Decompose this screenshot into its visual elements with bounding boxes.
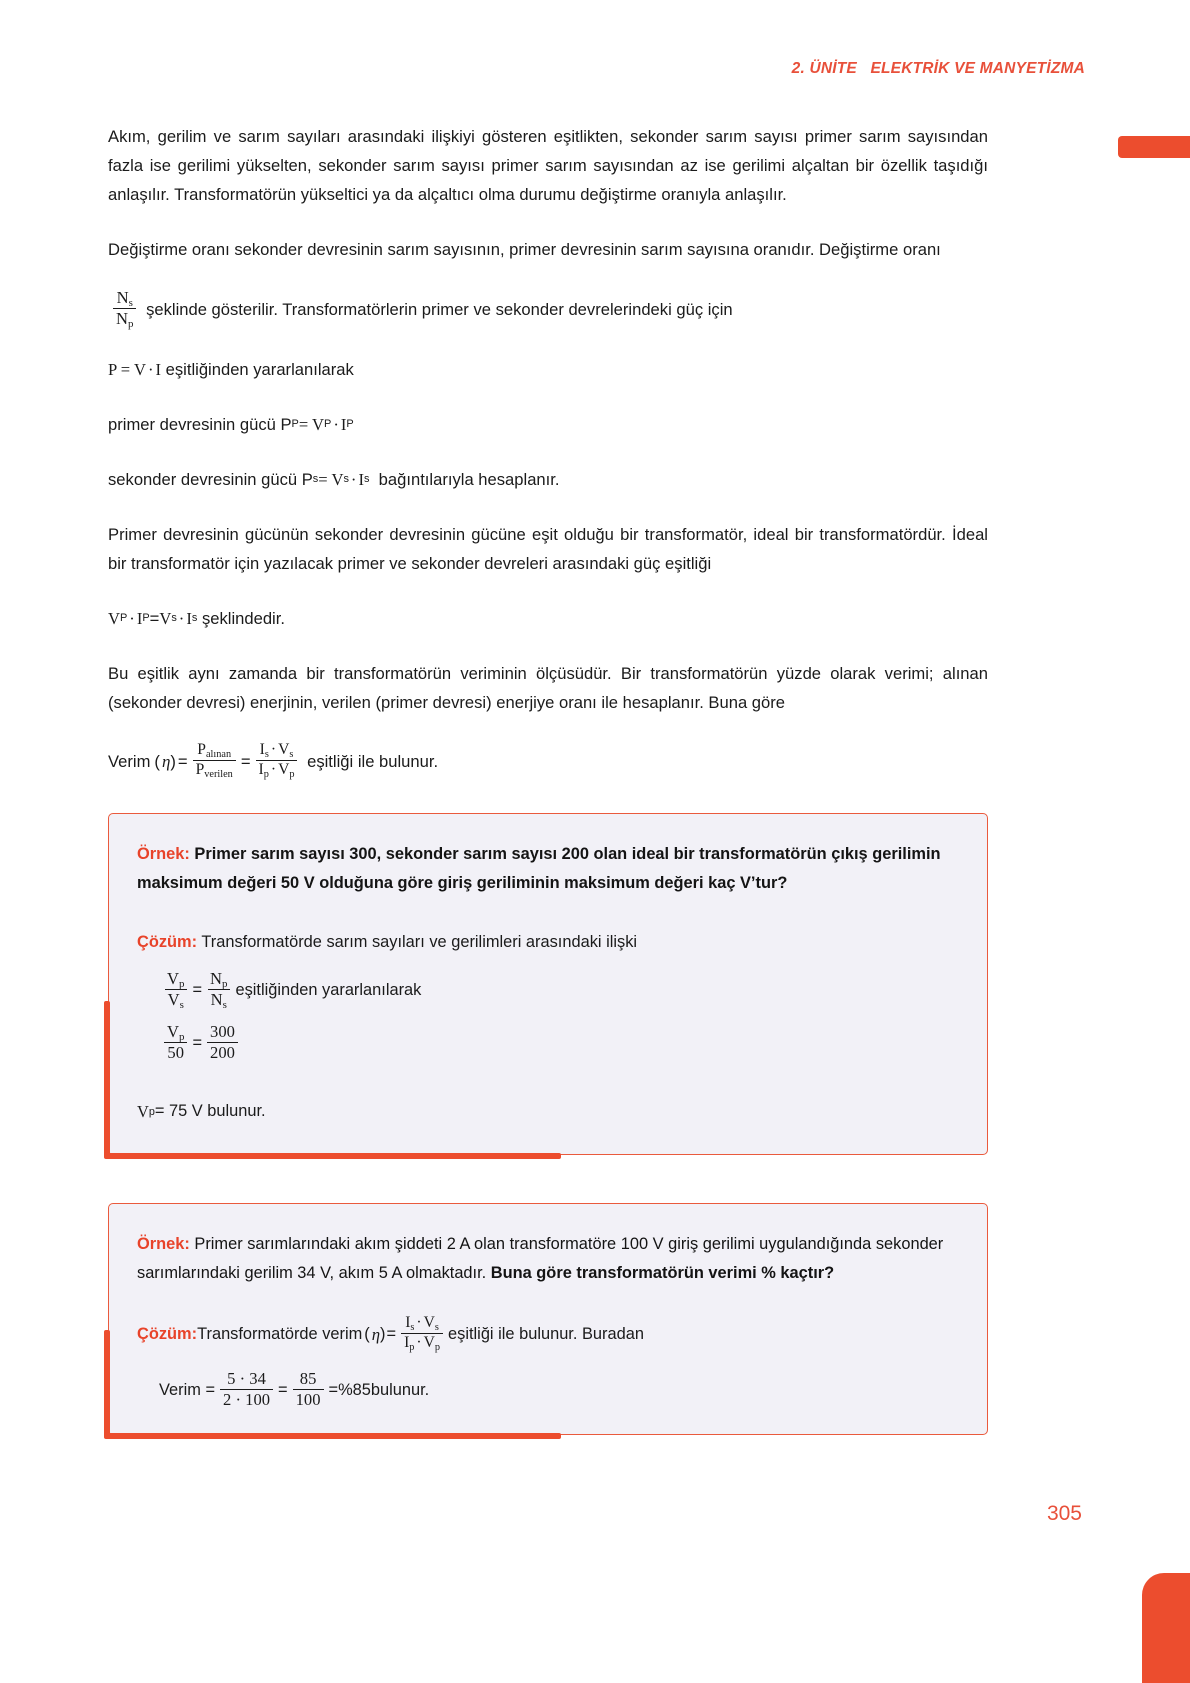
frac-den-v-sub: p [434, 1341, 441, 1353]
frac-den-i: I [404, 1333, 410, 1351]
example-1-result: V p = 75 V bulunur. [137, 1097, 959, 1126]
example-1-question [137, 840, 959, 898]
solution-intro-text: Transformatörde sarım sayıları ve gerilimleri arasındaki ilişki [197, 933, 638, 952]
frac-num-i-sub: s [410, 1321, 415, 1333]
ideal-i2: I [186, 608, 192, 628]
fraction-534-2100 [220, 1370, 273, 1409]
multiplication-dot-icon: · [416, 1333, 422, 1351]
example-1-question-text: Primer sarım sayısı 300, sekonder sarım sayısı 200 olan ideal bir transformatörün çıkış gerilimin maksimum değeri 50 V olduğuna göre giriş geriliminin maksimum değeri kaç V’tur? [137, 845, 941, 893]
equation-efficiency: Verim ( η ) = $\frac{P_{alınan}}{P_{verilen}}$ = $\frac{I_s \cdot V_s}{I_p \cdot V_p}$ eşitliği ile bulunur. [108, 740, 439, 780]
example-label: Örnek: [137, 1235, 190, 1254]
paragraph-4: Bu eşitlik aynı zamanda bir transformatörün veriminin ölçüsüdür. Bir transformatörün yüzde olarak verimi; alınan (sekonder devresi) enerjinin, verilen (primer devresi) enerjiye oranı ile hesaplanır. Buna göre [108, 663, 988, 712]
equation-primary-power: primer devresinin gücü P P = V P · I P [108, 410, 988, 439]
secondary-lead: sekonder devresinin gücü P [108, 469, 313, 489]
example-1-eq1-equals: = [192, 981, 203, 1000]
frac-num-v: V [423, 1314, 435, 1332]
eta-symbol: η [371, 1324, 381, 1344]
result-symbol: V [137, 1102, 149, 1122]
example-1-eq1-tail: eşitliğinden yararlanılarak [235, 981, 422, 1000]
ideal-v1: V [108, 608, 120, 628]
frac-num: N [210, 969, 223, 989]
multiplication-dot-icon: · [178, 608, 185, 628]
fraction-ns-np [113, 289, 136, 328]
equation-power-rhs: I [155, 359, 162, 379]
multiplication-dot-icon: · [333, 414, 339, 434]
example-1-equation-1 [137, 971, 959, 1010]
frac-num: V [167, 1022, 179, 1042]
frac-den-sub: s [222, 999, 227, 1012]
efficiency-eq2: = [240, 751, 251, 771]
frac-den-v-sub: p [289, 768, 295, 780]
frac-num-sub: p [178, 978, 185, 991]
fraction-300-200 [207, 1023, 238, 1062]
frac-num-i: I [405, 1314, 411, 1332]
ideal-eq: = [149, 608, 160, 628]
accent-bar-bottom [104, 1433, 561, 1439]
fraction-vp-50 [164, 1023, 187, 1062]
verim-equals-1: = [278, 1380, 288, 1399]
frac-den: N [210, 990, 223, 1010]
multiplication-dot-icon: · [416, 1314, 422, 1332]
secondary-i: I [358, 469, 364, 489]
equation-power-lhs: P = V [108, 359, 146, 379]
example-2-question [137, 1230, 959, 1288]
frac-num: 85 [299, 1368, 317, 1388]
example-2-result [137, 1368, 959, 1410]
fraction-np-ns [207, 969, 230, 1012]
multiplication-dot-icon: · [147, 359, 154, 379]
secondary-tail: bağıntılarıyla hesaplanır. [369, 469, 560, 489]
multiplication-dot-icon: · [270, 740, 277, 758]
frac-den-i: I [258, 760, 264, 778]
frac-num-i: I [259, 740, 265, 758]
secondary-eq: = V [318, 469, 344, 489]
verim-result-value: %85 [338, 1380, 371, 1399]
example-1-solution-intro [137, 928, 959, 957]
frac-den: V [167, 990, 180, 1010]
frac-num-sub: p [222, 978, 228, 991]
example-2-equals: = [386, 1324, 397, 1343]
frac-den: 2 · 100 [220, 1389, 273, 1409]
example-1-eq2-equals: = [192, 1034, 203, 1053]
example-2-question-text: Primer sarımlarındaki akım şiddeti 2 A olan transformatöre 100 V giriş gerilimi uygulandığında sekonder sarımlarındaki gerilim 34 V, akım 5 A olmaktadır. [137, 1235, 944, 1283]
frac-num: 300 [210, 1022, 235, 1042]
equation-ratio-tail: şeklinde gösterilir. Transformatörlerin primer ve sekonder devrelerindeki güç için [141, 299, 733, 319]
page-number: 305 [1046, 1502, 1082, 1525]
multiplication-dot-icon: · [350, 469, 357, 489]
frac-den-i-sub: p [409, 1341, 415, 1353]
frac-num-v-sub: s [434, 1321, 439, 1333]
solution-label: Çözüm: [137, 1324, 198, 1343]
ideal-i1: I [136, 608, 143, 628]
page-content [108, 122, 988, 1473]
equation-ratio [108, 290, 988, 329]
fraction-isvs-ipvp [401, 1315, 443, 1352]
example-2-question-bold: Buna göre transformatörün verimi % kaçtır? [490, 1264, 835, 1283]
frac-num: V [167, 969, 179, 989]
efficiency-eq1: = [177, 751, 188, 771]
frac-num: N [116, 288, 129, 307]
paragraph-2: Değiştirme oranı sekonder devresinin sarım sayısının, primer devresinin sarım sayısına oranıdır. Değiştirme oranı [108, 240, 941, 259]
frac-den: 50 [164, 1042, 187, 1062]
equation-secondary-power: sekonder devresinin gücü P s = V s · I s bağıntılarıyla hesaplanır. [108, 465, 988, 494]
unit-header: 2. ÜNİTE ELEKTRİK VE MANYETİZMA [791, 60, 1085, 77]
fraction-isvs-ipvp [256, 742, 298, 779]
example-box-1 [108, 813, 988, 1155]
frac-num: P [197, 740, 206, 758]
frac-num-v: V [278, 740, 290, 758]
multiplication-dot-icon: · [129, 608, 135, 628]
frac-den-v: V [278, 760, 290, 778]
equation-power-tail: eşitliğinden yararlanılarak [161, 359, 354, 379]
frac-den-sub: verilen [204, 768, 233, 780]
fraction-85-100 [293, 1370, 324, 1409]
header-tab-marker [1118, 136, 1190, 158]
frac-den: P [195, 760, 205, 778]
frac-num-sub: p [178, 1031, 185, 1044]
frac-den-sub: p [127, 317, 134, 330]
example-1-equation-2 [137, 1024, 959, 1063]
example-label: Örnek: [137, 845, 190, 864]
frac-den: 200 [207, 1042, 238, 1062]
result-text: = 75 V bulunur. [154, 1102, 266, 1121]
frac-den: 100 [293, 1389, 324, 1409]
fraction-palinan-pverilen [193, 742, 236, 779]
example-box-2 [108, 1203, 988, 1434]
multiplication-dot-icon: · [270, 760, 277, 778]
corner-decoration [1142, 1573, 1190, 1683]
efficiency-label: Verim [108, 751, 151, 771]
frac-num-sub: alınan [205, 748, 232, 760]
accent-bar-left [104, 1001, 110, 1158]
ideal-v2: V [159, 608, 172, 628]
solution-intro-text: Transformatörde verim [197, 1324, 363, 1343]
accent-bar-bottom [104, 1153, 561, 1159]
verim-label: Verim = [159, 1380, 216, 1399]
ideal-tail: şeklindedir. [197, 608, 285, 628]
frac-den-i-sub: p [263, 768, 269, 780]
primary-eq: = V [298, 414, 325, 434]
frac-num-sub: s [128, 297, 133, 310]
equation-power [108, 355, 988, 384]
paragraph-1: Akım, gerilim ve sarım sayıları arasındaki ilişkiyi gösteren eşitlikten, sekonder sarım sayısı primer sarım sayısından fazla ise gerilimi yükselten, sekonder sarım sayısı primer sarım sayısından az ise gerilimi alçaltan bir özellik taşıdığı anlaşılır. Transformatörün yükseltici ya da alçaltıcı olma durumu değiştirme oranıyla anlaşılır. [108, 127, 988, 204]
verim-equals-2: = [328, 1380, 339, 1399]
primary-lead: primer devresinin gücü P [108, 414, 292, 434]
frac-den: N [116, 308, 128, 328]
fraction-vp-vs [164, 969, 187, 1012]
eta-symbol: η [161, 751, 171, 771]
primary-i: I [340, 414, 347, 434]
frac-den-v: V [423, 1333, 435, 1351]
frac-num-v-sub: s [289, 748, 294, 760]
example-2-solution-tail: eşitliği ile bulunur. Buradan [448, 1324, 644, 1343]
frac-num: 5 · 34 [227, 1368, 266, 1388]
verim-result-tail: bulunur. [370, 1380, 430, 1399]
paragraph-3: Primer devresinin gücünün sekonder devresinin gücüne eşit olduğu bir transformatör, ideal bir transformatördür. İdeal bir transformatör için yazılacak primer ve sekonder devreleri arasındaki güç eşitliği [108, 524, 988, 573]
equation-ideal: V P · I P = V s · I s şeklindedir. [108, 604, 988, 633]
efficiency-tail: eşitliği ile bulunur. [302, 751, 439, 771]
frac-num-i-sub: s [264, 748, 269, 760]
accent-bar-left [104, 1330, 110, 1437]
example-2-solution-intro: Çözüm: Transformatörde verim ( η ) = $\frac{I_s \cdot V_s}{I_p \cdot V_p}$ eşitliği ile bulunur. Buradan [137, 1314, 644, 1353]
frac-den-sub: s [179, 999, 184, 1012]
solution-label: Çözüm: [137, 933, 198, 952]
